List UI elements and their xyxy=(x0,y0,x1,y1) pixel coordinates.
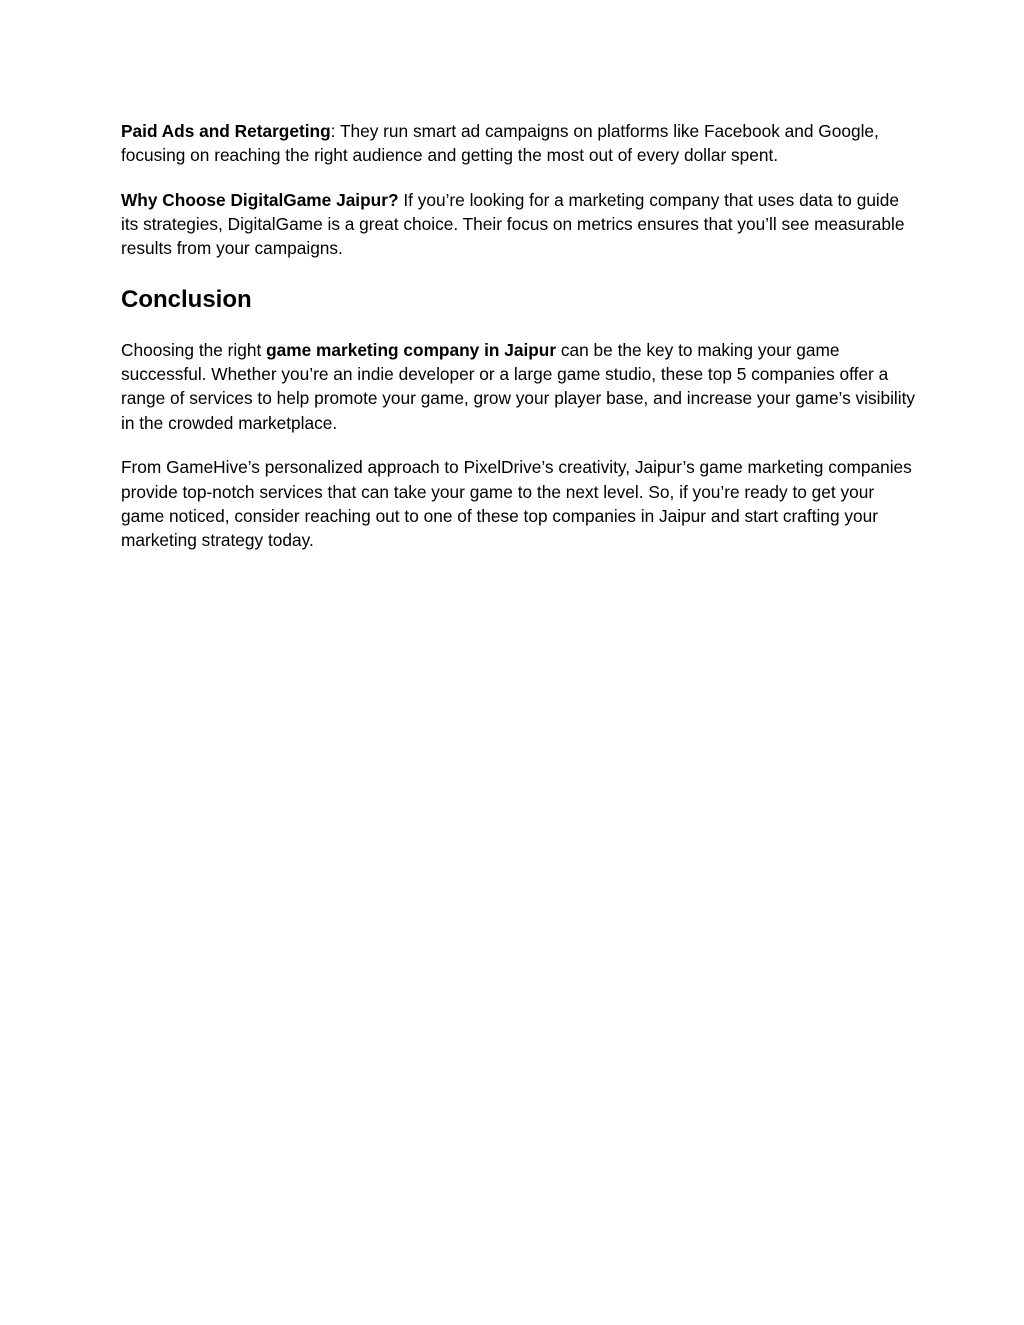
choosing-text-after: can be the key to making your game successful. Whether you’re an indie developer or a large game studio, these top 5 companies offer a range of services to help promote your game, grow your player base, and increase your game’s visibility in the crowded marketplace. xyxy=(121,340,916,433)
conclusion-heading: Conclusion xyxy=(121,286,252,313)
why-choose-text: If you’re looking for a marketing company that uses data to guide its strategies, DigitalGame is a great choice. Their focus on metrics ensures that you’ll see measurable results from your campaigns. xyxy=(121,189,905,259)
paragraph-from-gamehive: From GameHive’s personalized approach to PixelDrive’s creativity, Jaipur’s game marketing companies provide top-notch services that can take your game to the next level. So, if you’re ready to get your game noticed, consider reaching out to one of these top companies in Jaipur and start crafting your marketing strategy today. xyxy=(121,457,912,550)
why-choose-heading: Why Choose DigitalGame Jaipur? xyxy=(121,189,399,210)
conclusion-section xyxy=(121,338,921,552)
paid-ads-text: : They run smart ad campaigns on platforms like Facebook and Google, focusing on reaching the right audience and getting the most out of every dollar spent. xyxy=(121,121,879,166)
paragraph-paid-ads xyxy=(121,119,921,167)
choosing-text-before: Choosing the right xyxy=(121,340,267,360)
paragraph-why-choose xyxy=(121,188,921,261)
document-page xyxy=(121,119,921,550)
paid-ads-heading: Paid Ads and Retargeting xyxy=(121,121,331,141)
paragraph-choosing xyxy=(121,338,921,435)
choosing-bold-phrase: game marketing company in Jaipur xyxy=(266,340,557,360)
